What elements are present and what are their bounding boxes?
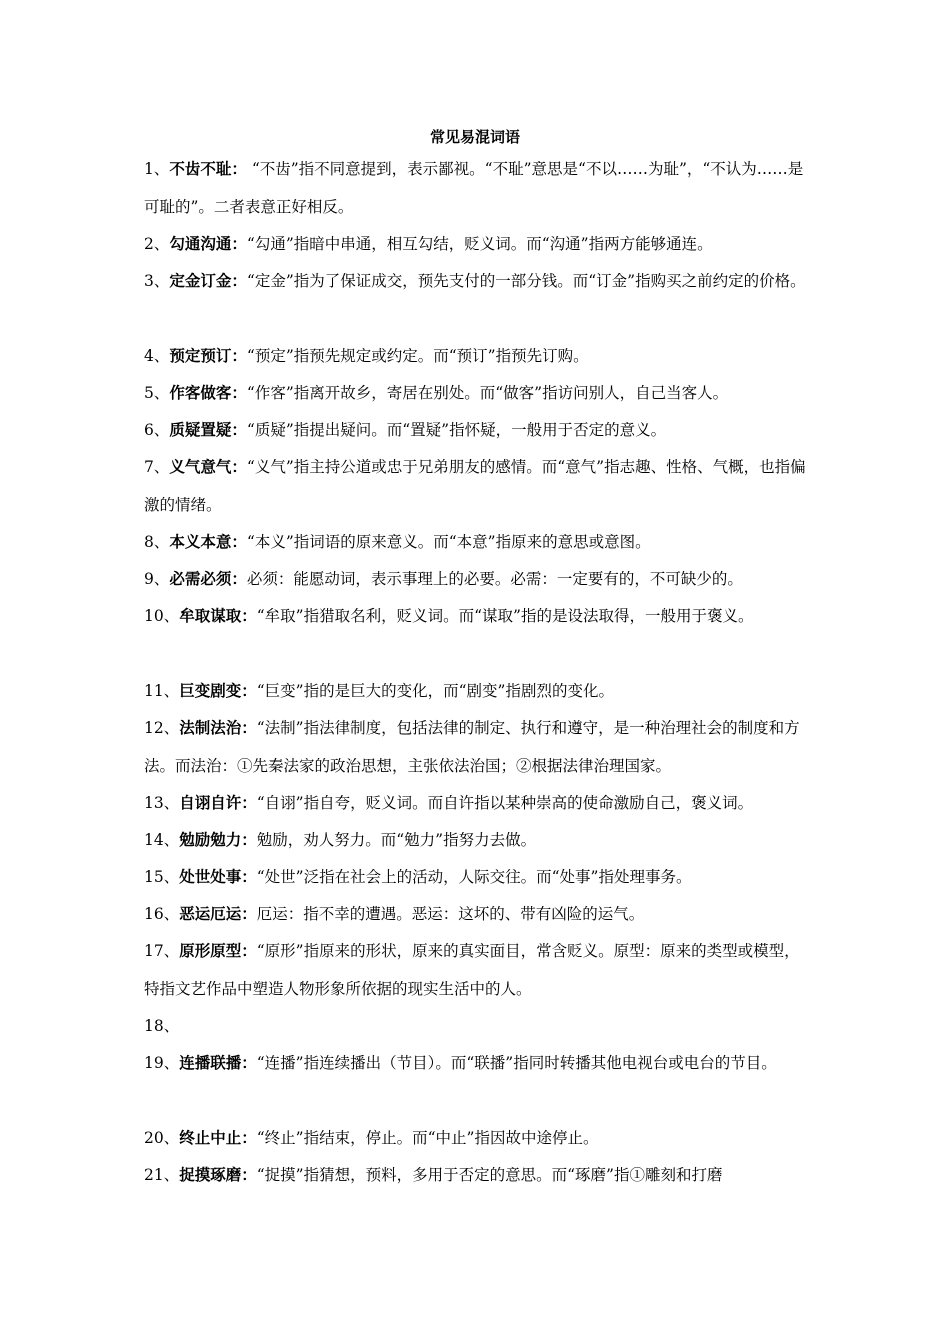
entry-term: 终止中止： bbox=[179, 1128, 257, 1147]
entry-term: 质疑置疑： bbox=[169, 420, 247, 439]
list-item bbox=[144, 895, 810, 932]
entry-number: 19、 bbox=[144, 1054, 180, 1072]
entry-number: 16、 bbox=[144, 905, 180, 923]
entry-definition: “巨变”指的是巨大的变化，而“剧变”指剧烈的变化。 bbox=[256, 682, 614, 700]
entry-definition: “义气”指主持公道或忠于兄弟朋友的感情。而“意气”指志趣、性格、气概，也指偏激的情绪。 bbox=[144, 458, 806, 514]
list-item bbox=[144, 225, 810, 262]
entry-definition: “终止”指结束，停止。而“中止”指因故中途停止。 bbox=[256, 1129, 599, 1147]
list-item bbox=[144, 262, 810, 337]
entry-number: 20、 bbox=[144, 1129, 180, 1147]
entry-term: 必需必须： bbox=[169, 569, 247, 588]
list-item bbox=[144, 597, 810, 672]
entry-term: 勾通沟通： bbox=[169, 234, 247, 253]
list-item bbox=[144, 709, 810, 784]
page-title: 常见易混词语 bbox=[429, 128, 520, 146]
entry-term: 作客做客： bbox=[169, 383, 247, 402]
entry-definition: “原形”指原来的形状，原来的真实面目，常含贬义。原型：原来的类型或模型，特指文艺作品中塑造人物形象所依据的现实生活中的人。 bbox=[144, 942, 800, 998]
entry-term: 勉励勉力： bbox=[179, 830, 257, 849]
entry-number: 5、 bbox=[144, 384, 170, 402]
list-item bbox=[144, 560, 810, 597]
list-item bbox=[144, 784, 810, 821]
entry-definition: “作客”指离开故乡，寄居在别处。而“做客”指访问别人，自己当客人。 bbox=[246, 384, 729, 402]
entry-number: 3、 bbox=[144, 272, 170, 290]
list-item bbox=[144, 932, 810, 1007]
entry-term: 定金订金： bbox=[169, 271, 247, 290]
entry-definition: “法制”指法律制度，包括法律的制定、执行和遵守，是一种治理社会的制度和方法。而法治：①先秦法家的政治思想，主张依法治国；②根据法律治理国家。 bbox=[144, 719, 800, 775]
entry-definition: “处世”泛指在社会上的活动，人际交往。而“处事”指处理事务。 bbox=[256, 868, 692, 886]
list-item bbox=[144, 411, 810, 448]
entry-term: 恶运厄运： bbox=[179, 904, 257, 923]
list-item bbox=[144, 672, 810, 709]
entry-term: 原形原型： bbox=[179, 941, 257, 960]
entry-term: 预定预订： bbox=[169, 346, 247, 365]
entry-definition: “预定”指预先规定或约定。而“预订”指预先订购。 bbox=[246, 347, 589, 365]
list-item bbox=[144, 858, 810, 895]
entry-definition: 必须：能愿动词，表示事理上的必要。必需：一定要有的，不可缺少的。 bbox=[246, 570, 743, 588]
list-item bbox=[144, 337, 810, 374]
entry-term: 捉摸琢磨： bbox=[179, 1165, 257, 1184]
list-item bbox=[144, 1156, 810, 1193]
list-item bbox=[144, 523, 810, 560]
entry-number: 2、 bbox=[144, 235, 170, 253]
list-item bbox=[144, 150, 810, 225]
entry-definition: 勉励，劝人努力。而“勉力”指努力去做。 bbox=[256, 831, 537, 849]
entry-number: 18、 bbox=[144, 1017, 180, 1035]
entry-number: 9、 bbox=[144, 570, 170, 588]
entry-term: 牟取谋取： bbox=[179, 606, 257, 625]
entry-definition: “不齿”指不同意提到，表示鄙视。“不耻”意思是“不以……为耻”，“不认为……是可耻的”。二者表意正好相反。 bbox=[144, 160, 804, 216]
entry-number: 15、 bbox=[144, 868, 180, 886]
list-item bbox=[144, 448, 810, 523]
list-item bbox=[144, 374, 810, 411]
entry-term: 巨变剧变： bbox=[179, 681, 257, 700]
entry-number: 11、 bbox=[144, 682, 180, 700]
list-item bbox=[144, 1007, 810, 1044]
list-item bbox=[144, 1044, 810, 1119]
entry-list bbox=[144, 150, 810, 1193]
entry-definition: 厄运：指不幸的遭遇。恶运：这坏的、带有凶险的运气。 bbox=[256, 905, 645, 923]
entry-definition: “牟取”指猎取名利，贬义词。而“谋取”指的是设法取得，一般用于褒义。 bbox=[256, 607, 754, 625]
entry-number: 12、 bbox=[144, 719, 180, 737]
entry-number: 6、 bbox=[144, 421, 170, 439]
entry-term: 连播联播： bbox=[179, 1053, 257, 1072]
entry-term: 自诩自许： bbox=[179, 793, 257, 812]
entry-number: 8、 bbox=[144, 533, 170, 551]
entry-number: 4、 bbox=[144, 347, 170, 365]
entry-definition: “连播”指连续播出（节目）。而“联播”指同时转播其他电视台或电台的节目。 bbox=[256, 1054, 777, 1072]
list-item bbox=[144, 1119, 810, 1156]
entry-number: 1、 bbox=[144, 160, 170, 178]
entry-number: 17、 bbox=[144, 942, 180, 960]
entry-number: 21、 bbox=[144, 1166, 180, 1184]
entry-number: 13、 bbox=[144, 794, 180, 812]
entry-term: 不齿不耻： bbox=[169, 159, 247, 178]
entry-term: 义气意气： bbox=[169, 457, 247, 476]
entry-definition: “自诩”指自夸，贬义词。而自许指以某种崇高的使命激励自己，褒义词。 bbox=[256, 794, 754, 812]
entry-definition: “定金”指为了保证成交，预先支付的一部分钱。而“订金”指购买之前约定的价格。 bbox=[246, 272, 806, 290]
entry-definition: “勾通”指暗中串通，相互勾结，贬义词。而“沟通”指两方能够通连。 bbox=[246, 235, 713, 253]
entry-term: 处世处事： bbox=[179, 867, 257, 886]
entry-term: 法制法治： bbox=[179, 718, 257, 737]
entry-number: 10、 bbox=[144, 607, 180, 625]
entry-number: 14、 bbox=[144, 831, 180, 849]
list-item bbox=[144, 821, 810, 858]
entry-definition: “质疑”指提出疑问。而“置疑”指怀疑，一般用于否定的意义。 bbox=[246, 421, 667, 439]
entry-number: 7、 bbox=[144, 458, 170, 476]
entry-definition: “本义”指词语的原来意义。而“本意”指原来的意思或意图。 bbox=[246, 533, 651, 551]
entry-definition: “捉摸”指猜想，预料，多用于否定的意思。而“琢磨”指①雕刻和打磨 bbox=[256, 1166, 723, 1184]
entry-term: 本义本意： bbox=[169, 532, 247, 551]
